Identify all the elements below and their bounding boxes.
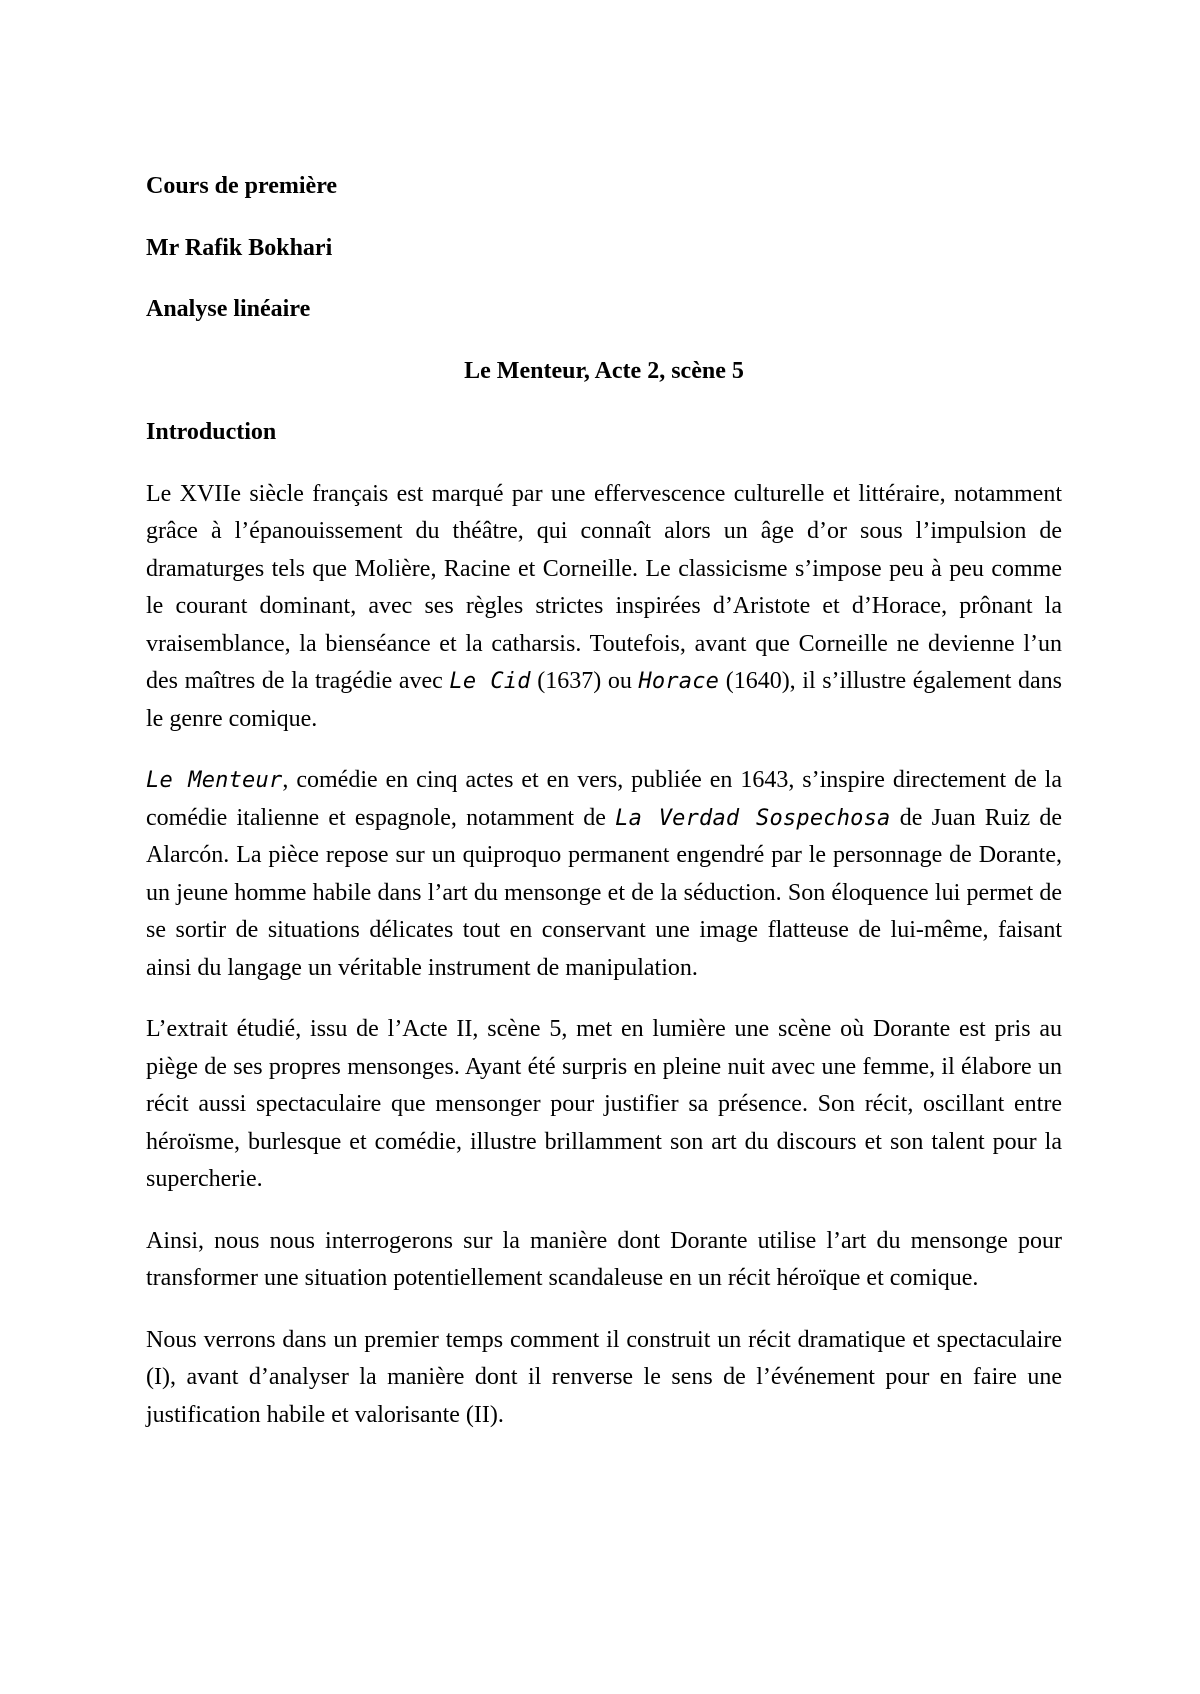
document-title: Le Menteur, Acte 2, scène 5	[464, 357, 744, 384]
work-title: Horace	[638, 669, 720, 694]
section-heading: Introduction	[146, 419, 277, 445]
work-title: La Verdad Sospechosa	[615, 805, 891, 831]
document-content	[146, 168, 1062, 1458]
analysis-type: Analyse linéaire	[146, 296, 311, 322]
paragraph-text: (1637) ou	[530, 668, 639, 694]
paragraph-work	[146, 762, 1062, 987]
paragraph-text: , comédie en cinq actes et en vers, publiée en 1643, s’inspire directement de la comédie italienne et espagnole, notamment de	[146, 767, 1062, 831]
work-title: Le Menteur	[146, 768, 283, 793]
course-label: Cours de première	[146, 173, 338, 199]
paragraph-text: Le XVIIe siècle français est marqué par une effervescence culturelle et littéraire, notamment grâce à l’épanouissement du théâtre, qui connaît alors un âge d’or sous l’impulsion de dramaturges tels que Molière, Racine et Corneille. Le classicisme s’impose peu à peu comme le courant dominant, avec ses règles strictes inspirées d’Aristote et d’Horace, prônant la vraisemblance, la bienséance et la catharsis. Toutefois, avant que Corneille ne devienne l’un des maîtres de la tragédie avec	[146, 480, 1062, 694]
paragraph-text: (1640), il s’illustre également dans le genre comique.	[146, 668, 1062, 732]
paragraph-extract: L’extrait étudié, issu de l’Acte II, scène 5, met en lumière une scène où Dorante est pris au piège de ses propres mensonges. Ayant été surpris en pleine nuit avec une femme, il élabore un récit aussi spectaculaire que mensonger pour justifier sa présence. Son récit, oscillant entre héroïsme, burlesque et comédie, illustre brillamment son art du discours et son talent pour la supercherie.	[146, 1016, 1062, 1192]
paragraph-text: de Juan Ruiz de Alarcón. La pièce repose sur un quiproquo permanent engendré par le personnage de Dorante, un jeune homme habile dans l’art du mensonge et de la séduction. Son éloquence lui permet de se sortir de situations délicates tout en conservant une image flatteuse de lui-même, faisant ainsi du langage un véritable instrument de manipulation.	[146, 804, 1062, 981]
paragraph-plan: Nous verrons dans un premier temps comment il construit un récit dramatique et spectaculaire (I), avant d’analyser la manière dont il renverse le sens de l’événement pour en faire une justification habile et valorisante (II).	[146, 1326, 1062, 1428]
teacher-name: Mr Rafik Bokhari	[146, 234, 333, 261]
paragraph-problematic: Ainsi, nous nous interrogerons sur la manière dont Dorante utilise l’art du mensonge pour transformer une situation potentiellement scandaleuse en un récit héroïque et comique.	[146, 1227, 1062, 1291]
paragraph-context	[146, 476, 1062, 739]
work-title: Le Cid	[449, 669, 531, 694]
